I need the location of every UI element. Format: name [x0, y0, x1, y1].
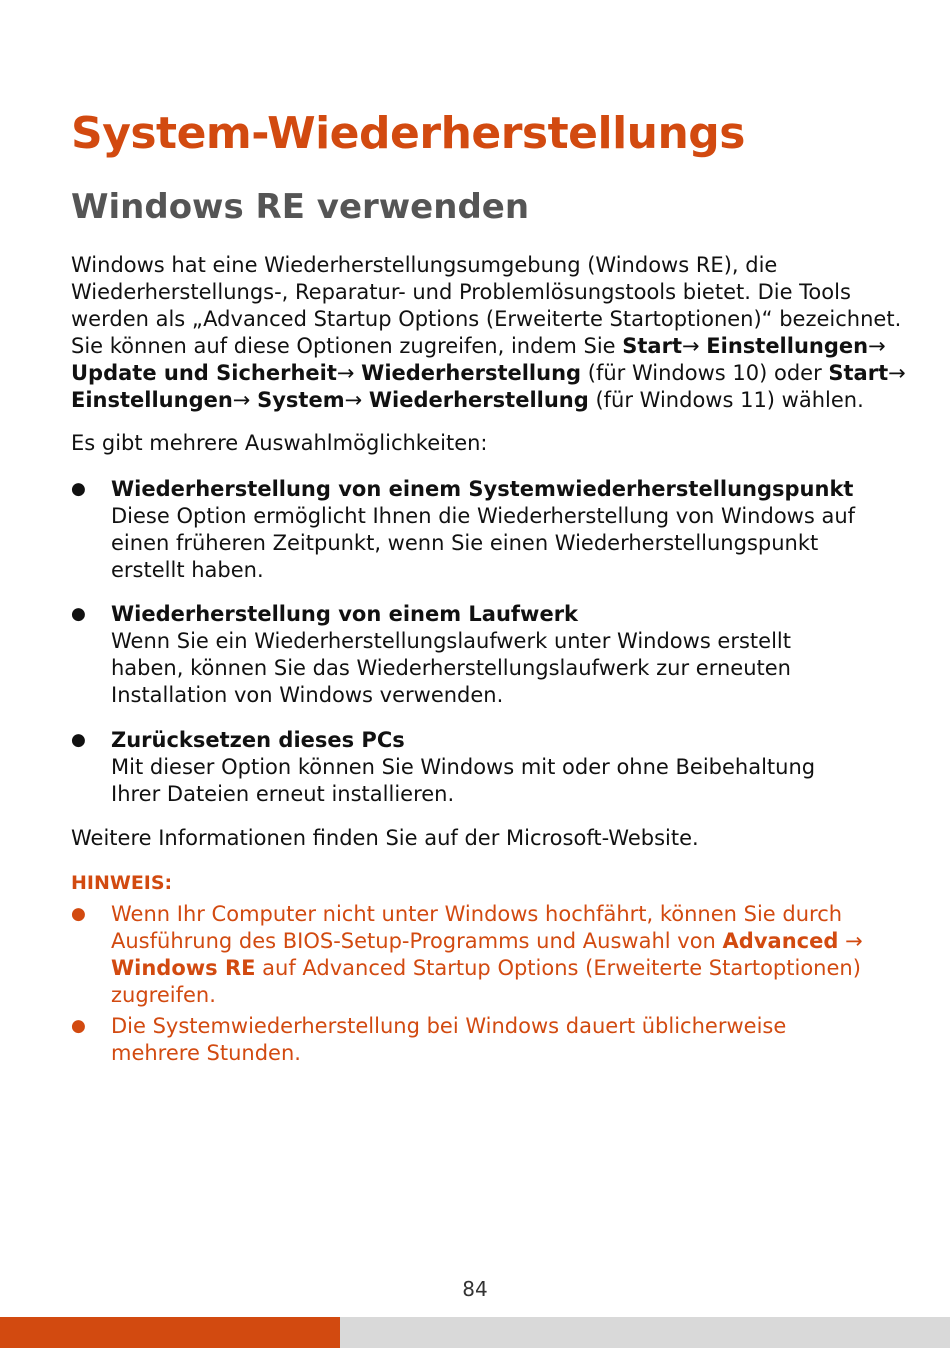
footer-gray-bar [340, 1317, 950, 1348]
arrow-icon: → [681, 334, 700, 358]
list-item-text: Ihrer Dateien erneut installieren. [111, 782, 455, 806]
path-start: Start [622, 334, 682, 358]
list-item-text: Mit dieser Option können Sie Windows mit oder ohne Beibehaltung [111, 755, 816, 779]
intro-paragraph [71, 252, 906, 414]
list-item-text: haben, können Sie das Wiederherstellungslaufwerk zur erneuten [111, 656, 791, 680]
path-windows-re: Windows RE [111, 956, 256, 980]
list-item-title: Zurücksetzen dieses PCs [111, 728, 405, 752]
arrow-icon: → [336, 361, 355, 385]
bullet-icon: ● [71, 604, 86, 624]
path-einstellungen: Einstellungen [71, 388, 233, 412]
list-item-body [111, 601, 791, 709]
list-item-text: Wenn Sie ein Wiederherstellungslaufwerk unter Windows erstellt [111, 629, 791, 653]
arrow-icon: → [845, 929, 863, 953]
intro-line: Windows hat eine Wiederherstellungsumgebung (Windows RE), die [71, 253, 778, 277]
arrow-icon: → [232, 388, 251, 412]
note-block [71, 870, 172, 897]
list-item-body [111, 476, 855, 584]
list-item-title: Wiederherstellung von einem Systemwiederherstellungspunkt [111, 477, 854, 501]
arrow-icon: → [888, 361, 906, 385]
section-heading: Windows RE verwenden [71, 187, 530, 227]
path-advanced: Advanced [722, 929, 839, 953]
bullet-icon: ● [71, 730, 86, 750]
note-text: zugreifen. [111, 983, 216, 1007]
path-wiederherstellung: Wiederherstellung [361, 361, 582, 385]
path-einstellungen: Einstellungen [706, 334, 869, 358]
note-text [111, 928, 863, 955]
page-number: 84 [462, 1277, 488, 1301]
intro-line [71, 360, 906, 387]
path-update: Update und Sicherheit [71, 361, 337, 385]
note-title: HINWEIS: [71, 872, 173, 894]
list-item-title: Wiederherstellung von einem Laufwerk [111, 602, 579, 626]
intro-text: Sie können auf diese Optionen zugreifen, indem Sie [71, 334, 623, 358]
page-title: System-Wiederherstellungs [71, 108, 745, 159]
intro-line: Wiederherstellungs-, Reparatur- und Problemlösungstools bietet. Die Tools [71, 280, 851, 304]
intro-line [71, 333, 906, 360]
note-text: Die Systemwiederherstellung bei Windows dauert üblicherweise [111, 1014, 787, 1038]
path-system: System [257, 388, 345, 412]
bullet-icon: ● [71, 1016, 86, 1036]
path-start: Start [828, 361, 889, 385]
note-text-part: auf Advanced Startup Options (Erweiterte Startoptionen) [255, 956, 861, 980]
arrow-icon: → [868, 334, 886, 358]
note-text-part: Ausführung des BIOS-Setup-Programms und Auswahl von [111, 929, 723, 953]
intro-line: werden als „Advanced Startup Options (Erweiterte Startoptionen)“ bezeichnet. [71, 307, 902, 331]
list-item-text: Installation von Windows verwenden. [111, 683, 504, 707]
list-item-text: einen früheren Zeitpunkt, wenn Sie einen Wiederherstellungspunkt [111, 531, 819, 555]
more-info-text: Weitere Informationen finden Sie auf der Microsoft-Website. [71, 826, 699, 850]
note-item-body [111, 901, 863, 1009]
path-wiederherstellung: Wiederherstellung [368, 388, 589, 412]
options-intro: Es gibt mehrere Auswahlmöglichkeiten: [71, 431, 488, 455]
footer-accent-bar [0, 1317, 340, 1348]
list-item-body [111, 727, 815, 808]
intro-text: (für Windows 10) oder [581, 361, 829, 385]
bullet-icon: ● [71, 904, 86, 924]
list-item-text: erstellt haben. [111, 558, 264, 582]
note-text: mehrere Stunden. [111, 1041, 301, 1065]
bullet-icon: ● [71, 479, 86, 499]
note-item-body [111, 1013, 786, 1067]
note-text [111, 955, 863, 982]
note-text: Wenn Ihr Computer nicht unter Windows hochfährt, können Sie durch [111, 902, 843, 926]
intro-text: (für Windows 11) wählen. [588, 388, 864, 412]
list-item-text: Diese Option ermöglicht Ihnen die Wiederherstellung von Windows auf [111, 504, 856, 528]
intro-line [71, 387, 906, 414]
arrow-icon: → [344, 388, 363, 412]
